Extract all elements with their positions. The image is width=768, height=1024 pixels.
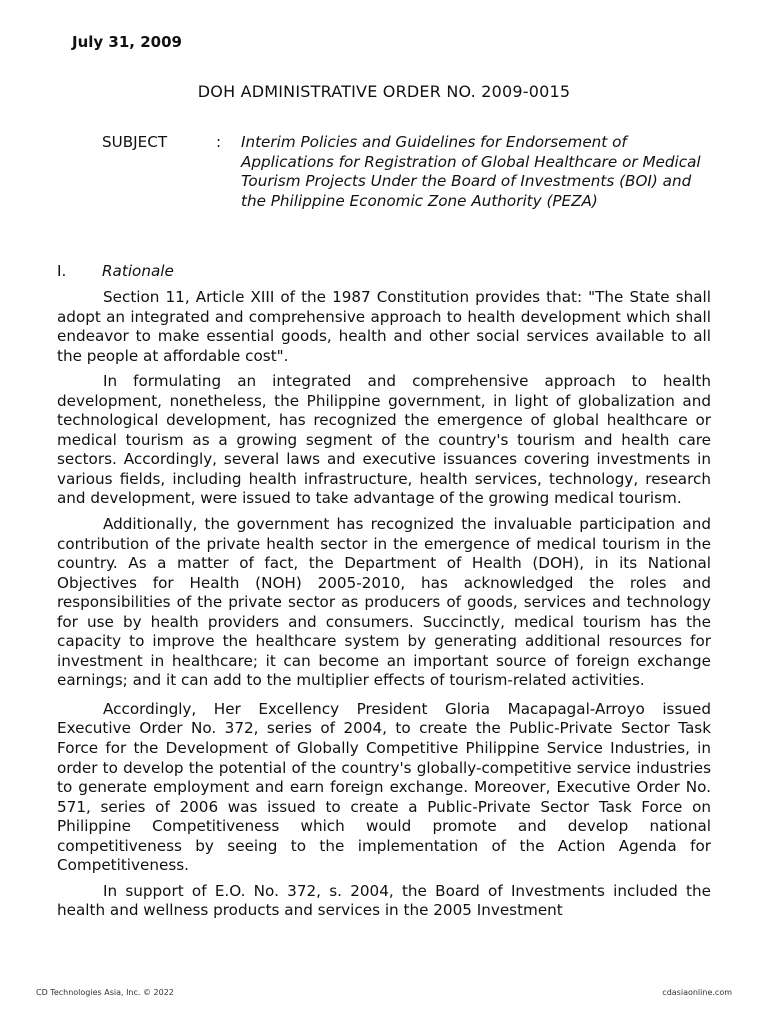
subject-label: SUBJECT: [102, 133, 168, 151]
footer-copyright: CD Technologies Asia, Inc. © 2022: [36, 988, 174, 997]
paragraph-4: Accordingly, Her Excellency President Gloria Macapagal-Arroyo issued Executive Order No. 372, series of 2004, to create the Public-Private Sector Task Force for the Development of Globally Competitive Philippine Service Industries, in order to develop the potential of the country's globally-competitive service industries to generate employment and earn foreign exchange. Moreover, Executive Order No. 571, series of 2006 was issued to create a Public-Private Sector Task Force on Philippine Competitiveness which would promote and develop national competitiveness by seeing to the implementation of the Action Agenda for Competitiveness.: [57, 699, 711, 875]
paragraph-2: In formulating an integrated and comprehensive approach to health development, nonetheless, the Philippine government, in light of globalization and technological development, has recognized the emergence of global healthcare or medical tourism as a growing segment of the country's tourism and health care sectors. Accordingly, several laws and executive issuances covering investments in various fields, including health infrastructure, health services, technology, research and development, were issued to take advantage of the growing medical tourism.: [57, 372, 711, 508]
body-text: [57, 288, 711, 927]
subject-colon: :: [216, 133, 222, 151]
section-title: Rationale: [102, 262, 174, 280]
paragraph-3: Additionally, the government has recognized the invaluable participation and contribution of the private health sector in the emergence of medical tourism in the country. As a matter of fact, the Department of Health (DOH), in its National Objectives for Health (NOH) 2005-2010, has acknowledged the roles and responsibilities of the private sector as producers of goods, services and technology for use by health providers and consumers. Succinctly, medical tourism has the capacity to improve the healthcare system by generating additional resources for investment in healthcare; it can become an important source of foreign exchange earnings; and it can add to the multiplier effects of tourism-related activities.: [57, 515, 711, 690]
section-number: I.: [57, 262, 67, 280]
subject-text: Interim Policies and Guidelines for Endorsement of Applications for Registration of Global Healthcare or Medical Tourism Projects Under the Board of Investments (BOI) and the Philippine Economic Zone Authority (PEZA): [241, 133, 701, 210]
footer-site: cdasiaonline.com: [662, 988, 732, 997]
paragraph-5: In support of E.O. No. 372, s. 2004, the Board of Investments included the health and wellness products and services in the 2005 Investment: [57, 881, 711, 920]
document-date: July 31, 2009: [72, 33, 182, 51]
document-title: DOH ADMINISTRATIVE ORDER NO. 2009-0015: [197, 82, 571, 101]
paragraph-1: Section 11, Article XIII of the 1987 Constitution provides that: "The State shall adopt an integrated and comprehensive approach to health development which shall endeavor to make essential goods, health and other social services available to all the people at affordable cost".: [57, 288, 711, 365]
